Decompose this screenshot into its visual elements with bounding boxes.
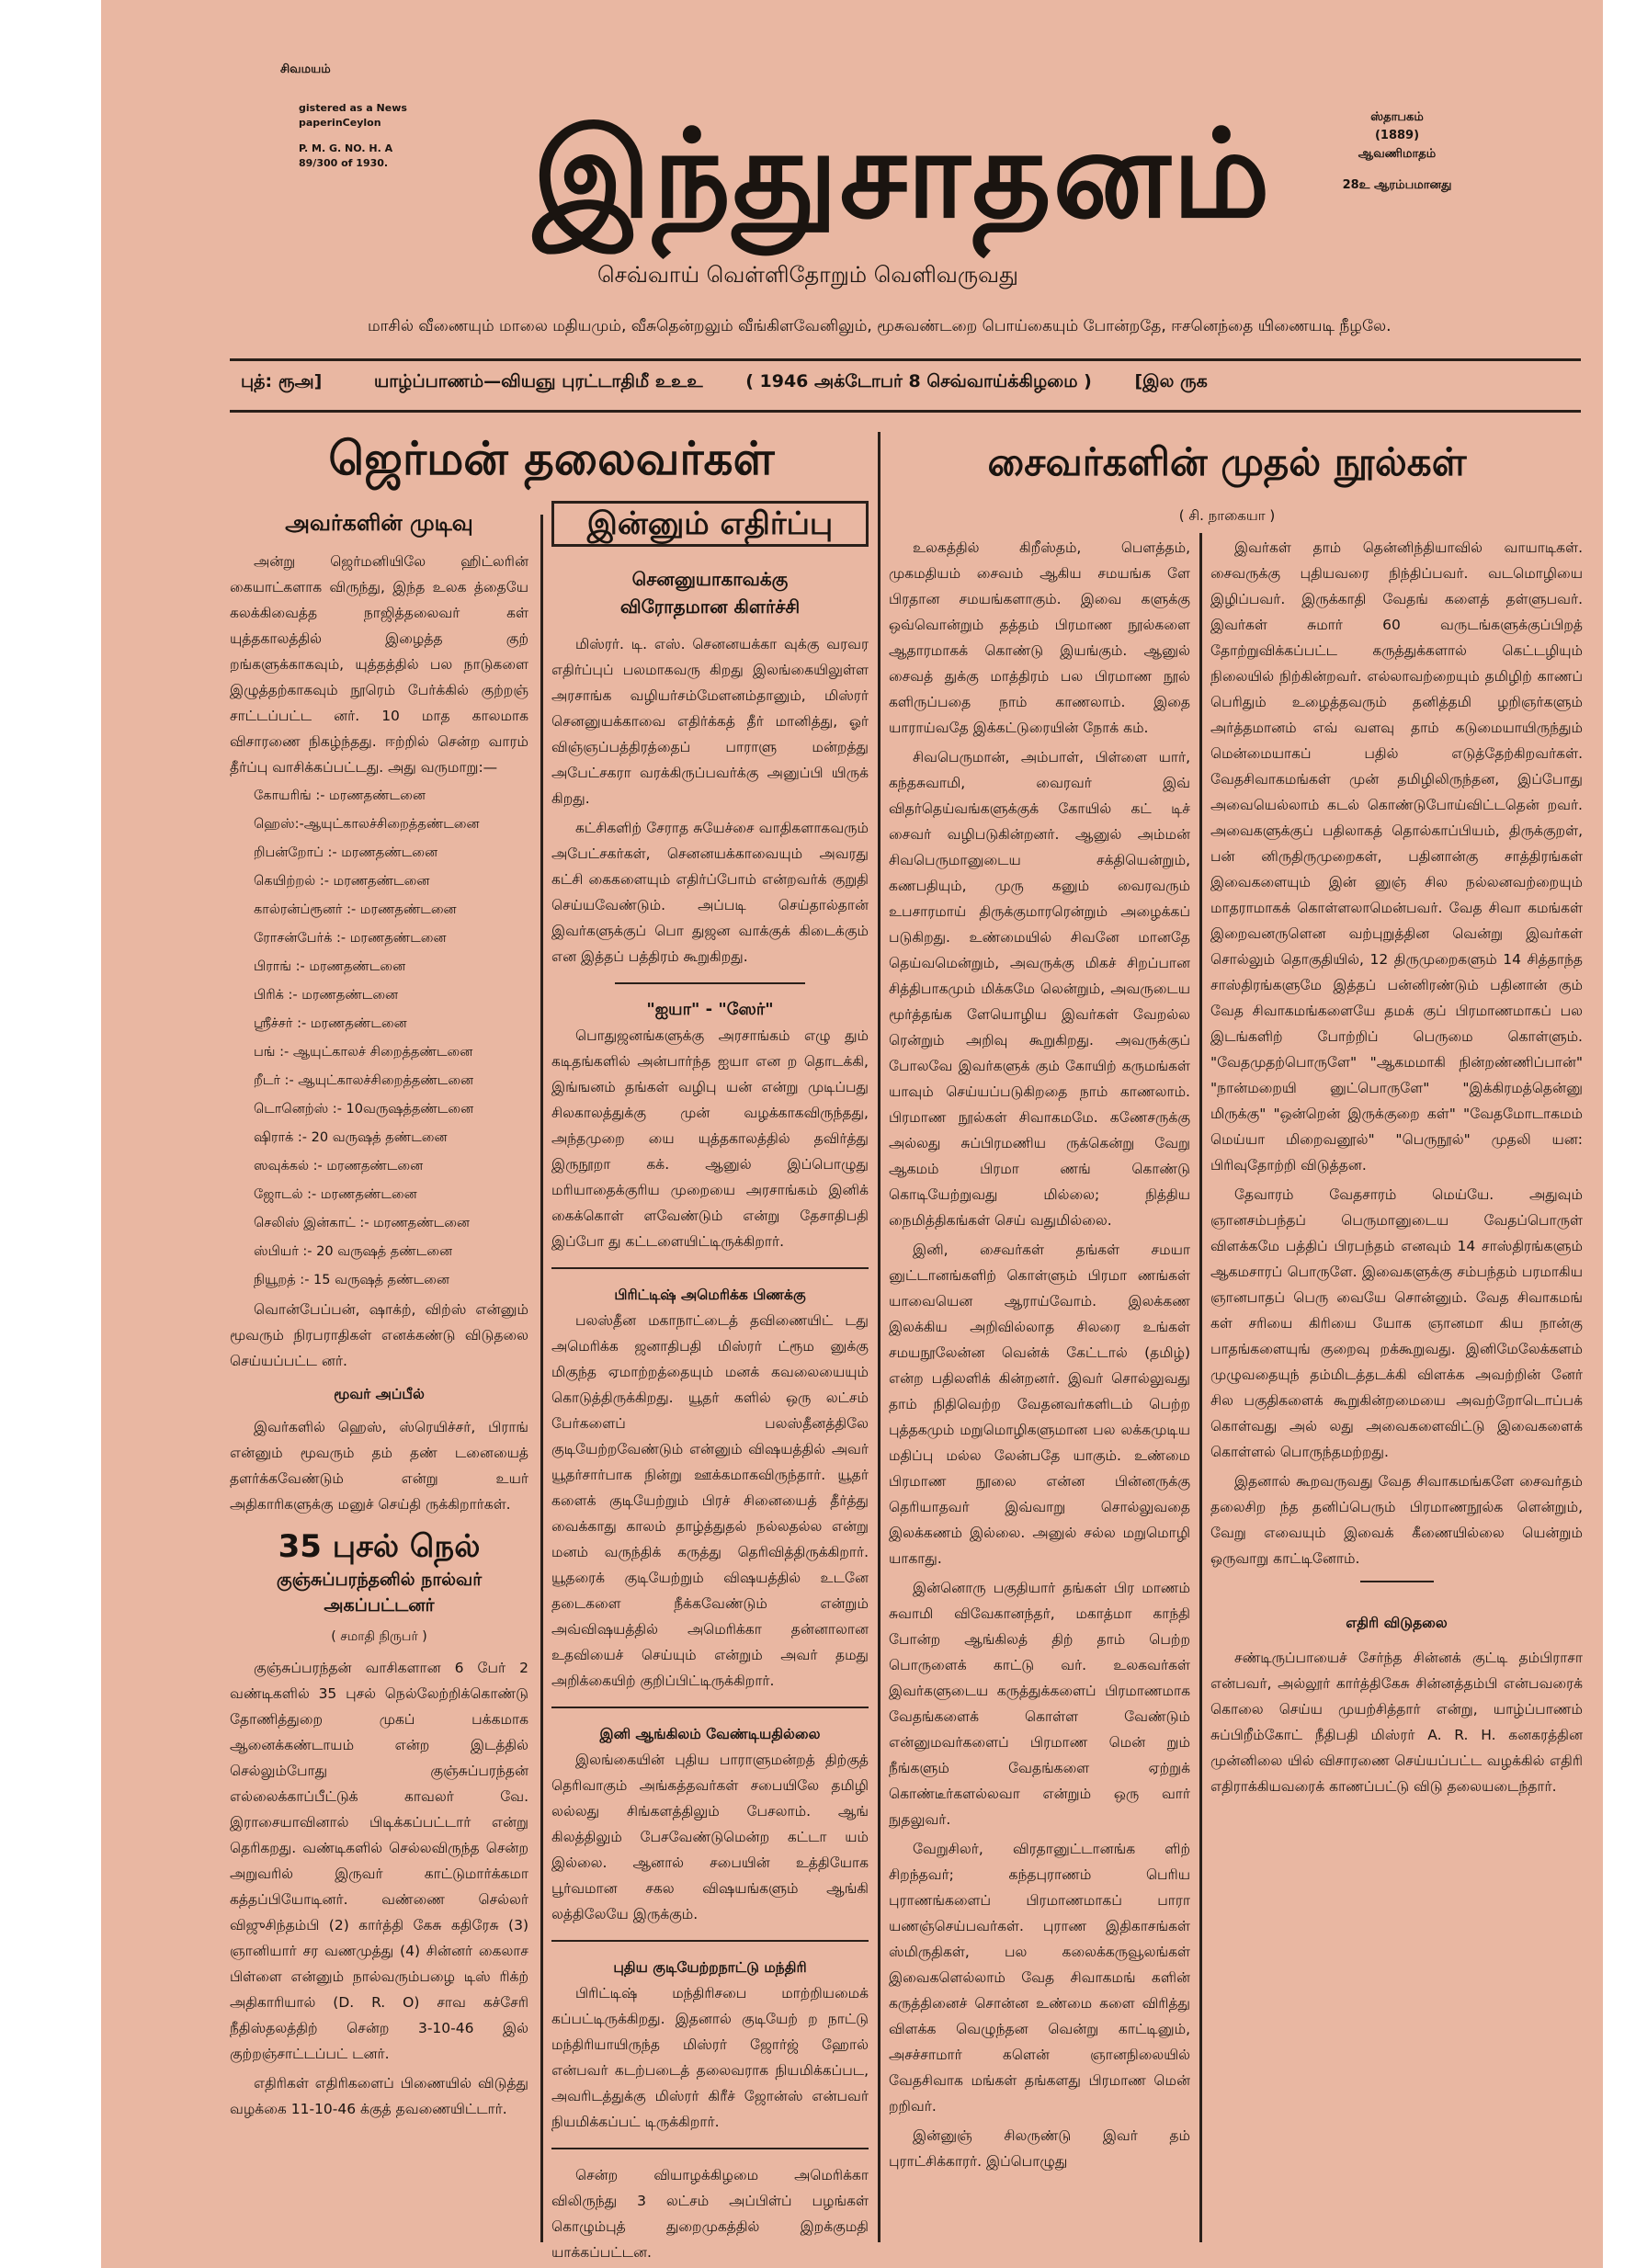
established-line: ஸ்தாபகம்: [1370, 110, 1424, 124]
paragraph: கட்சிகளிற் சேராத சுயேச்சை வாதிகளாகவரும் அபேட்சகர்கள், செனனயக்காவையும் அவரது கட்சி கைகளையும் எதிர்ப்போம் என்றவர்க் குறுதி செய்யவேண்டும். அப்படி செய்தால்தான் இவர்களுக்குப் பொ துஜன வாக்குக் கிடைக்கும் என இத்தப் பத்திரம் கூறுகிறது.: [551, 820, 869, 965]
paragraph: அன்று ஜெர்மனியிலே ஹிட்லரின் கையாட்களாக விருந்து, இந்த உலக த்தையே கலக்கிவைத்த நாஜித்தலைவர் கள் யுத்தகாலத்தில் இழைத்த குற் றங்களுக்காகவும், யுத்தத்தில் பல நாடுகளை இழுத்தற்காகவும் நூரெம் பேர்க்கில் குற்றஞ் சாட்டப்பட்ட னர். 10 மாத காலமாக விசாரணை நிகழ்ந்தது. ஈற்றில் சென்ற வாரம் தீர்ப்பு வாசிக்கப்பட்டது. அது வருமாறு:—: [230, 553, 528, 776]
subhead-agitation: செனனுயாகாவக்கு விரோதமான கிளர்ச்சி: [619, 568, 801, 618]
paragraph: இன்னொரு பகுதியார் தங்கள் பிர மாணம் சுவாமி விவேகானந்தர், மகாத்மா காந்தி போன்ற ஆங்கிலத் திற் தாம் பெற்ற பொருளைக் காட்டு வர். உலகவர்கள் இவர்களுடைய கருத்துக்களைப் பிரமாணமாக வேதங்களைக் கொள்ள வேண்டும் என்னுமவர்களைப் பிரமாண மென் றும் நீங்களும் வேதங்களை ஏற்றுக் கொண்டீர்களல்லவா என்றும் ஒரு வார் நுதலுவர்.: [889, 1580, 1190, 1828]
section-rule: [551, 1267, 869, 1269]
registration-note: [299, 101, 464, 171]
section-rule: [551, 1940, 869, 1942]
dateline-place: யாழ்ப்பாணம்—வியஞு புரட்டாதிமீ உஉஉ: [373, 371, 703, 391]
subhead-colonial-minister: புதிய குடியேற்றநாட்டு மந்திரி: [613, 1959, 807, 1976]
list-item: நியூறத் :- 15 வருஷத் தண்டனை: [254, 1273, 449, 1287]
headline-more-opposition: இன்னும் எதிர்ப்பு: [551, 501, 869, 547]
paragraph: குஞ்சுப்பரந்தன் வாசிகளான 6 பேர் 2 வண்டிகளில் 35 புசல் நெல்லேற்றிக்கொண்டு தோணித்துறை முகப் பக்கமாக ஆனைக்கண்டாயம் என்ற இடத்தில் செல்லும்போது குஞ்சுப்பரந்தன் எல்லைக்காப்பீட்டுக் காவலர் வே. இராசையாவினால் பிடிக்கப்பட்டார் என்று தெரிகறது. வண்டிகளில் செல்லவிருந்த சென்ற அறுவரில் இருவர் காட்டுமார்க்கமா கத்தப்பியோடினர். வண்ணை செல்லர் விஜுசிந்தம்பி (2) கார்த்தி கேசு கதிரேசு (3) ஞானியார் சர வணமுத்து (4) சின்னர் கைலாச பிள்ளை என்னும் நால்வரும்பழை டிஸ் ரிக்ற் அதிகாரியால் (D. R. O) சாவ கச்சேரி நீதிஸ்தலத்திற் சென்ற 3-10-46 இல் குற்றஞ்சாட்டப்பட் டனர்.: [230, 1660, 528, 2062]
section-rule: [551, 2148, 869, 2149]
dateline-date: ( 1946 அக்டோபர் 8 செவ்வாய்க்கிழமை ): [745, 371, 1092, 391]
paragraph: பொதுஜனங்களுக்கு அரசாங்கம் எழு தும் கடிதங்களில் அன்பார்ந்த ஐயா என ற தொடக்கி, இங்ஙனம் தங்கள் வழிபு யன் என்று முடிப்பது சிலகாலத்துக்கு முன் வழக்காகவிருந்தது, அந்தமுறை யை யுத்தகாலத்தில் தவிர்த்து இருநூறா கக். ஆனுல் இப்பொழுது மரியாதைக்குரிய முறையை அரசாங்கம் இனிக் கைக்கொள் ளவேண்டும் என்று தேசாதிபதி இப்போ து கட்டளையிட்டிருக்கிறார்.: [551, 1027, 869, 1250]
registration-line: 89/300 of 1930.: [299, 157, 389, 169]
list-item: பங் :- ஆயுட்காலச் சிறைத்தண்டனை: [254, 1045, 473, 1060]
list-item: கோயரிங் :- மரணதண்டனை: [254, 788, 426, 803]
paragraph: பிரிட்டிஷ் மந்திரிசபை மாற்றியமைக் கப்பட்டிருக்கிறது. இதனால் குடியேற் ற நாட்டு மந்திரியாயிருந்த மிஸ்ரர் ஜோர்ஜ் ஹோல் என்பவர் கடற்படைத் தலைவராக நியமிக்கப்பட, அவரிடத்துக்கு மிஸ்ரர் கிரீச் ஜோன்ஸ் என்பவர் நியமிக்கப்பட் டிருக்கிறார்.: [551, 1985, 869, 2130]
newspaper-page: [101, 0, 1603, 2268]
column-divider: [540, 515, 543, 2242]
established-line: ஆவணிமாதம்: [1358, 147, 1437, 161]
list-item: ஸவுக்கல் :- மரணதண்டனை: [254, 1159, 424, 1174]
paragraph: இதனால் கூறவருவது வேத சிவாகமங்களே சைவர்தம் தலைசிற ந்த தனிப்பெரும் பிரமாணநூல்க ளென்றும், வேறு எவையும் இவைக் கீணையில்லை யென்றும் ஒருவாறு காட்டினோம்.: [1210, 1473, 1583, 1567]
list-item: டொனெற்ஸ் :- 10வருஷத்தண்டனை: [254, 1102, 474, 1117]
paragraph: எதிரிகள் எதிரிகளைப் பிணையில் விடுத்து வழக்கை 11-10-46 க்குத் தவணையிட்டார்.: [230, 2075, 528, 2117]
column-four: [1210, 535, 1583, 2242]
dateline-top-rule: [230, 358, 1581, 361]
paragraph: வேறுசிலர், விரதானுட்டானங்க ளிற் சிறந்தவர்; கந்தபுராணம் பெரிய புராணங்களைப் பிரமாணமாகப் பாரா யணஞ்செய்பவர்கள். புராண இதிகாசங்கள் ஸ்மிருதிகள், பல கலைக்கருவூலங்கள் இவைகளெல்லாம் வேத சிவாகமங் களின் கருத்தினைச் சொன்ன உண்மை களை விரித்து விளக்க வெழுந்தன வென்று காட்டினும், அசச்சாமார் களென் ஞானநிலையில் வேதசிவாக மங்கள் தங்களது பிரமாண மென் றறிவர்.: [889, 1841, 1190, 2115]
column-divider: [878, 432, 880, 2242]
list-item: பிராங் :- மரணதண்டனை: [254, 959, 406, 974]
subhead-english: இனி ஆங்கிலம் வேண்டியதில்லை: [599, 1726, 821, 1742]
subhead-paddy: குஞ்சுப்பரந்தனில் நால்வர் அகப்பட்டனர்: [276, 1570, 483, 1616]
headline-saiva-scriptures: சைவர்களின் முதல் நூல்கள்: [987, 439, 1467, 484]
list-item: றீடர் :- ஆயுட்காலச்சிறைத்தண்டனை: [254, 1073, 474, 1088]
issue-number: [இல ருக: [1134, 371, 1208, 391]
headline-paddy: 35 புசல் நெல்: [278, 1528, 481, 1565]
section-rule: [615, 982, 805, 984]
established-line: (1889): [1374, 129, 1420, 142]
paragraph: இலங்கையின் புதிய பாராளுமன்றத் திற்குத் தெரிவாகும் அங்கத்தவர்கள் சபையிலே தமிழி லல்லது சிங்களத்திலும் பேசலாம். ஆங் கிலத்திலும் பேசவேண்டுமென்ற கட்டா யம் இல்லை. ஆனால் சபையின் உத்தியோக பூர்வமான சகல விஷயங்களும் ஆங்கி லத்திலேயே இருக்கும்.: [551, 1752, 869, 1922]
masthead-title: இந்துசாதனம்: [533, 103, 1272, 245]
subhead-acquittal: எதிரி விடுதலை: [1346, 1615, 1448, 1631]
subhead-appeal: மூவர் அப்பீல்: [334, 1386, 425, 1402]
paragraph: தேவாரம் வேதசாரம் மெய்யே. அதுவும் ஞானசம்பந்தப் பெருமானுடைய வேதப்பொருள் விளக்கமே பத்திப் பிரபந்தம் எனவும் 14 சாஸ்திரங்களும் ஆகமசாரப் பொருளே. இவைகளுக்கு சம்பந்தம் பரமாகிய ஞானபாதப் பெரு வையே சொன்னும். வேத சிவாகமங் கள் சரியை கிரியை யோக ஞானமா கிய நான்கு பாதங்களையுங் குறைவு றக்கூறுவது. இனிமேலேக்களம் முழுவதையுந் தம்மிடத்தடக்கி விளக்க அவற்றின் னேர் சில பகுதிகளைக் கூறுகின்றமையை அவற்றோடொப்பக் கொள்வது அல் லது அவைகளைவிட்டு இவைகளைக் கொள்ளல் பொருந்தமற்றது.: [1210, 1186, 1583, 1460]
subhead-british-american: பிரிட்டிஷ் அமெரிக்க பிணக்கு: [614, 1287, 806, 1303]
list-item: பிரிக் :- மரணதண்டனை: [254, 988, 399, 1003]
paragraph: சண்டிருப்பாயைச் சேர்ந்த சின்னக் குட்டி தம்பிராசா என்பவர், அல்லூர் கார்த்திகேசு சின்னத்தம்பி என்பவரைக் கொலை செய்ய முயற்சித்தார் என்று, யாழ்ப்பாணம் சுப்பிறீம்கோட் நீதிபதி மிஸ்ரர் A. R. H. கனகரத்தின முன்னிலை யில் விசாரணை செய்யப்பட்ட வழக்கில் எதிரி எதிராக்கியவரைக் காணப்பட்டு விடு தலையடைந்தார்.: [1210, 1650, 1583, 1795]
paragraph: இவர்களில் ஹெஸ், ஸ்ரெயிச்சர், பிராங் என்னும் மூவரும் தம் தண் டனையைத் தளர்க்கவேண்டும் என்று உயர் அதிகாரிகளுக்கு மனுச் செய்தி ருக்கிறார்கள்.: [230, 1419, 528, 1513]
column-two: [551, 501, 869, 2261]
credit-paddy: ( சமாதி நிருபர் ): [331, 1629, 427, 1644]
list-item: ஹெஸ்:-ஆயுட்காலச்சிறைத்தண்டனை: [254, 817, 480, 832]
list-item: ஜோடல் :- மரணதண்டனை: [254, 1187, 417, 1202]
list-item: கால்ரன்ப்ரூனர் :- மரணதண்டனை: [254, 902, 457, 917]
paragraph: இவர்கள் தாம் தென்னிந்தியாவில் வாயாடிகள். சைவருக்கு புதியவரை நிந்திப்பவர். வடமொழியை இழிப்பவர். இருக்காதி வேதங் களைத் தள்ளுபவர். இவர்கள் சுமார் 60 வருடங்களுக்குப்பிறத் தோற்றுவிக்கப்பட்ட கருத்துக்களால் கெட்டழியும் நிலையில் நிற்கின்றவர். எல்லாவற்றையும் தமிழிற் காணப் பெரிதும் உழைத்தவரும் தனித்தமி ழறிஞர்களும் அர்த்தமானம் எவ் வளவு தாம் கடுமையாயிருந்தும் மென்மையாகப் பதில் எடுத்தேற்கிறவர்கள். வேதசிவாகமங்கள் முன் தமிழிலிருந்தன, இப்போது அவையெல்லாம் கடல் கொண்டுபோய்விட்டதென் றவர். அவைகளுக்குப் பதிலாகத் தொல்காப்பியம், திருக்குறள், பன் னிருதிருமுறைகள், பதினான்கு சாத்திரங்கள் இவைகளையும் இன் னுஞ் சில நல்லனவற்றையும் மாதராமாகக் கொள்ளலாமென்பவர். வேத சிவா கமங்கள் இறைவனருளென வற்புறுத்தின வென்று இவர்கள் சொல்லும் தொகுதியில், 12 திருமுறைகளும் 14 சித்தாந்த சாஸ்திரங்களுமே இத்தப் பன்னிரண்டும் பதினான் கும் வேத சிவாகமங்களையே தமக் குப் பிரமாணமாகப் பல இடங்களிற் போற்றிப் பெருமை கொள்ளும். "வேதமுதற்பொருளே" "ஆகமமாகி நின்றண்ணிப்பான்" "நான்மறையி னுட்பொருளே" "இக்கிரமத்தென்னு மிருக்கு" "ஒன்றென் இருக்குறை கள்" "வேதமோடாகமம் மெய்யா மிறைவனூல்" "பெருநூல்" முதலி யன: பிரிவுதோற்றி விடுத்தன.: [1210, 539, 1583, 1174]
subhead-their-fate: அவர்களின் முடிவு: [285, 510, 473, 536]
dateline-bottom-rule: [230, 410, 1581, 413]
paragraph: இனி, சைவர்கள் தங்கள் சமயா னுட்டானங்களிற் கொள்ளும் பிரமா ணங்கள் யாவையென ஆராய்வோம். இலக்கண இலக்கிய அறிவில்லாத சிலரை உங்கள் சமயநூலேன்ன வென்க் கேட்டால் (தமிழ்) என்ற பதிலளிக் கின்றனர். இவர் சொல்லுவது தாம் நிதிவெற்ற வேதனவர்களிடம் பெற்ற புத்தகமும் மறுமொழிகளுமான பல லக்கமுடிய மதிப்பு மல்ல லேன்பதே யாகும். உண்மை பிரமாண நூலை என்ன பின்னருக்கு தெரியாதவர் இவ்வாறு சொல்லுவதை இலக்கணம் இல்லை. அனுல் சல்ல மறுமொழி யாகாது.: [889, 1242, 1190, 1567]
paragraph: சிவபெருமான், அம்பாள், பிள்ளை யார், கந்தசுவாமி, வைரவர் இவ் விதர்தெய்வங்களுக்குக் கோயில் கட் டிச் சைவர் வழிபடுகின்றனர். ஆனுல் அம்மன் சிவபெருமானுடைய சக்தியென்றும், கணபதியும், முரு கனும் வைரவரும் உபசாரமாய் திருக்குமாரரென்றும் அழைக்கப் படுகிறது. உண்மையில் சிவனே மானதே தெய்வமென்றும், அவருக்கு மிகச் சிறப்பான சித்திபாகமும் மிக்கமே லென்றும், அவருடைய மூர்த்தங்க ளேயொழிய இவர்கள் வேறல்ல ரென்றும் அறிவு கூறுகிறது. அவருக்குப் போலவே இவர்களுக் கும் கோயிற் கருமங்கள் யாவும் செய்யப்படுகிறதை நாம் காணலாம். பிரமாண நூல்கள் சிவாகமமே. கணேசருக்கு அல்லது சுப்பிரமணிய ருக்கென்று வேறு ஆகமம் பிரமா ணங் கொண்டு கொடியேற்றுவது மில்லை; நித்திய நைமித்திகங்கள் செய் வதுமில்லை.: [889, 749, 1190, 1229]
paragraph: மிஸ்ரர். டி. எஸ். செனனயக்கா வுக்கு வரவர எதிர்ப்புப் பலமாகவரு கிறது இலங்கையிலுள்ள அரசாங்க வழியர்சம்மேளனம்தானும், மிஸ்ரர் செனனுயக்காவை எதிர்க்கத் தீர் மானித்து, ஓர் விஞ்ஞப்பத்திரத்தைப் பாராளு மன்றத்து அபேட்சகரா வரக்கிருப்பவர்க்கு அனுப்பி யிருக் கிறது.: [551, 636, 869, 807]
credit-saiva: ( சி. நாகையா ): [1178, 507, 1276, 524]
established-line: 28உ ஆரம்பமானது: [1342, 178, 1452, 192]
sentence-list: [230, 784, 528, 1293]
registration-line: gistered as a News: [299, 102, 407, 114]
masthead-top-small: சிவமயம்: [280, 62, 331, 76]
motto: மாசில் வீணையும் மாலை மதியமும், வீசுதென்றலும் வீங்கிளவேனிலும், மூசுவண்டறை பொய்கையும் போன்றதே, ஈசனெந்தை யிணையடி நீழலே.: [368, 317, 1392, 335]
list-item: கெயிற்றல் :- மரணதண்டனை: [254, 874, 430, 889]
tagline: செவ்வாய் வெள்ளிதோறும் வெளிவருவது: [597, 262, 1018, 288]
list-item: ஷிராக் :- 20 வருஷத் தண்டனை: [254, 1130, 448, 1145]
paragraph: இன்னுஞ் சிலருண்டு இவர் தம் புராட்சிக்காரர். இப்பொழுது: [889, 2127, 1190, 2170]
paragraph: உலகத்தில் கிறீஸ்தம், பௌத்தம், முகமதியம் சைவம் ஆகிய சமயங்க ளே பிரதான சமயங்களாகும். இவை களுக்கு ஒவ்வொன்றும் தத்தம் பிரமாண நூல்களை ஆதாரமாகக் கொண்டு இயங்கும். ஆனுல் சைவத் துக்கு மாத்திரம் பல பிரமாண நூல் களிருப்பதை நாம் காணலாம். இதை யாராய்வதே இக்கட்டுரையின் நோக் கம்.: [889, 539, 1190, 736]
section-ornament: [1360, 1581, 1434, 1582]
paragraph: பலஸ்தீன மகாநாட்டைத் தவிணையிட் டது அமெரிக்க ஜனாதிபதி மிஸ்ரர் ட்ரூம னுக்கு மிகுந்த ஏமாற்றத்தையும் மனக் கவலையையும் கொடுத்திருக்கிறது. யூதர் களில் ஒரு லட்சம் பேர்களைப் பலஸ்தீனத்திலே குடியேற்றவேண்டும் என்னும் விஷயத்தில் அவர் யூதர்சார்பாக நின்று ஊக்கமாகவிருந்தார். யூதர் களைக் குடியேற்றும் பிரச் சினையைத் தீர்த்து வைக்காது காலம் தாழ்த்துதல் நல்லதல்ல என்று மனம் வருந்திக் கருத்து தெரிவித்திருக்கிறார். யூதரைக் குடியேற்றும் விஷயத்தில் உடனே தடைகளை நீக்கவேண்டும் என்றும் அவ்விஷயத்தில் அமெரிக்கா தன்னாலான உதவியைச் செய்யும் என்றும் அவர் தமது அறிக்கையிற் குறிப்பிட்டிருக்கிறார்.: [551, 1312, 869, 1689]
section-rule: [551, 1707, 869, 1708]
article-german-leaders: [230, 510, 528, 2247]
list-item: ஸ்பியர் :- 20 வருஷத் தண்டனை: [254, 1244, 453, 1259]
headline-german-leaders: ஜெர்மன் தலைவர்கள்: [328, 432, 775, 485]
paragraph: சென்ற வியாழக்கிழமை அமெரிக்கா விலிருந்து 3 லட்சம் அப்பிள்ப் பழங்கள் கொழும்புத் துறைமுகத்தில் இறக்குமதி யாக்கப்பட்டன.: [551, 2167, 869, 2261]
registration-line: P. M. G. NO. H. A: [299, 142, 393, 154]
list-item: ஸ்ரீச்சர் :- மரணதண்டனை: [254, 1016, 407, 1031]
column-three: [889, 535, 1190, 2242]
list-item: றிபன்றோப் :- மரணதண்டனை: [254, 845, 438, 860]
dateline: [241, 371, 1555, 394]
list-item: செலிஸ் இன்காட் :- மரணதண்டனை: [254, 1216, 470, 1230]
list-item: ரோசன்பேர்க் :- மரணதண்டனை: [254, 931, 447, 946]
issue-volume: புத்: ரூஅ]: [241, 371, 323, 391]
registration-line: paperinCeylon: [299, 117, 381, 129]
column-divider: [1199, 533, 1202, 2242]
paragraph: வொன்பேப்பன், ஷாக்ற், விற்ஸ் என்னும் மூவரும் நிரபராதிகள் எனக்கண்டு விடுதலை செய்யப்பட்ட னர்.: [230, 1301, 528, 1369]
subhead-sir: "ஐயா" - "ஸேர்": [646, 1000, 774, 1019]
established-note: [1337, 108, 1457, 195]
